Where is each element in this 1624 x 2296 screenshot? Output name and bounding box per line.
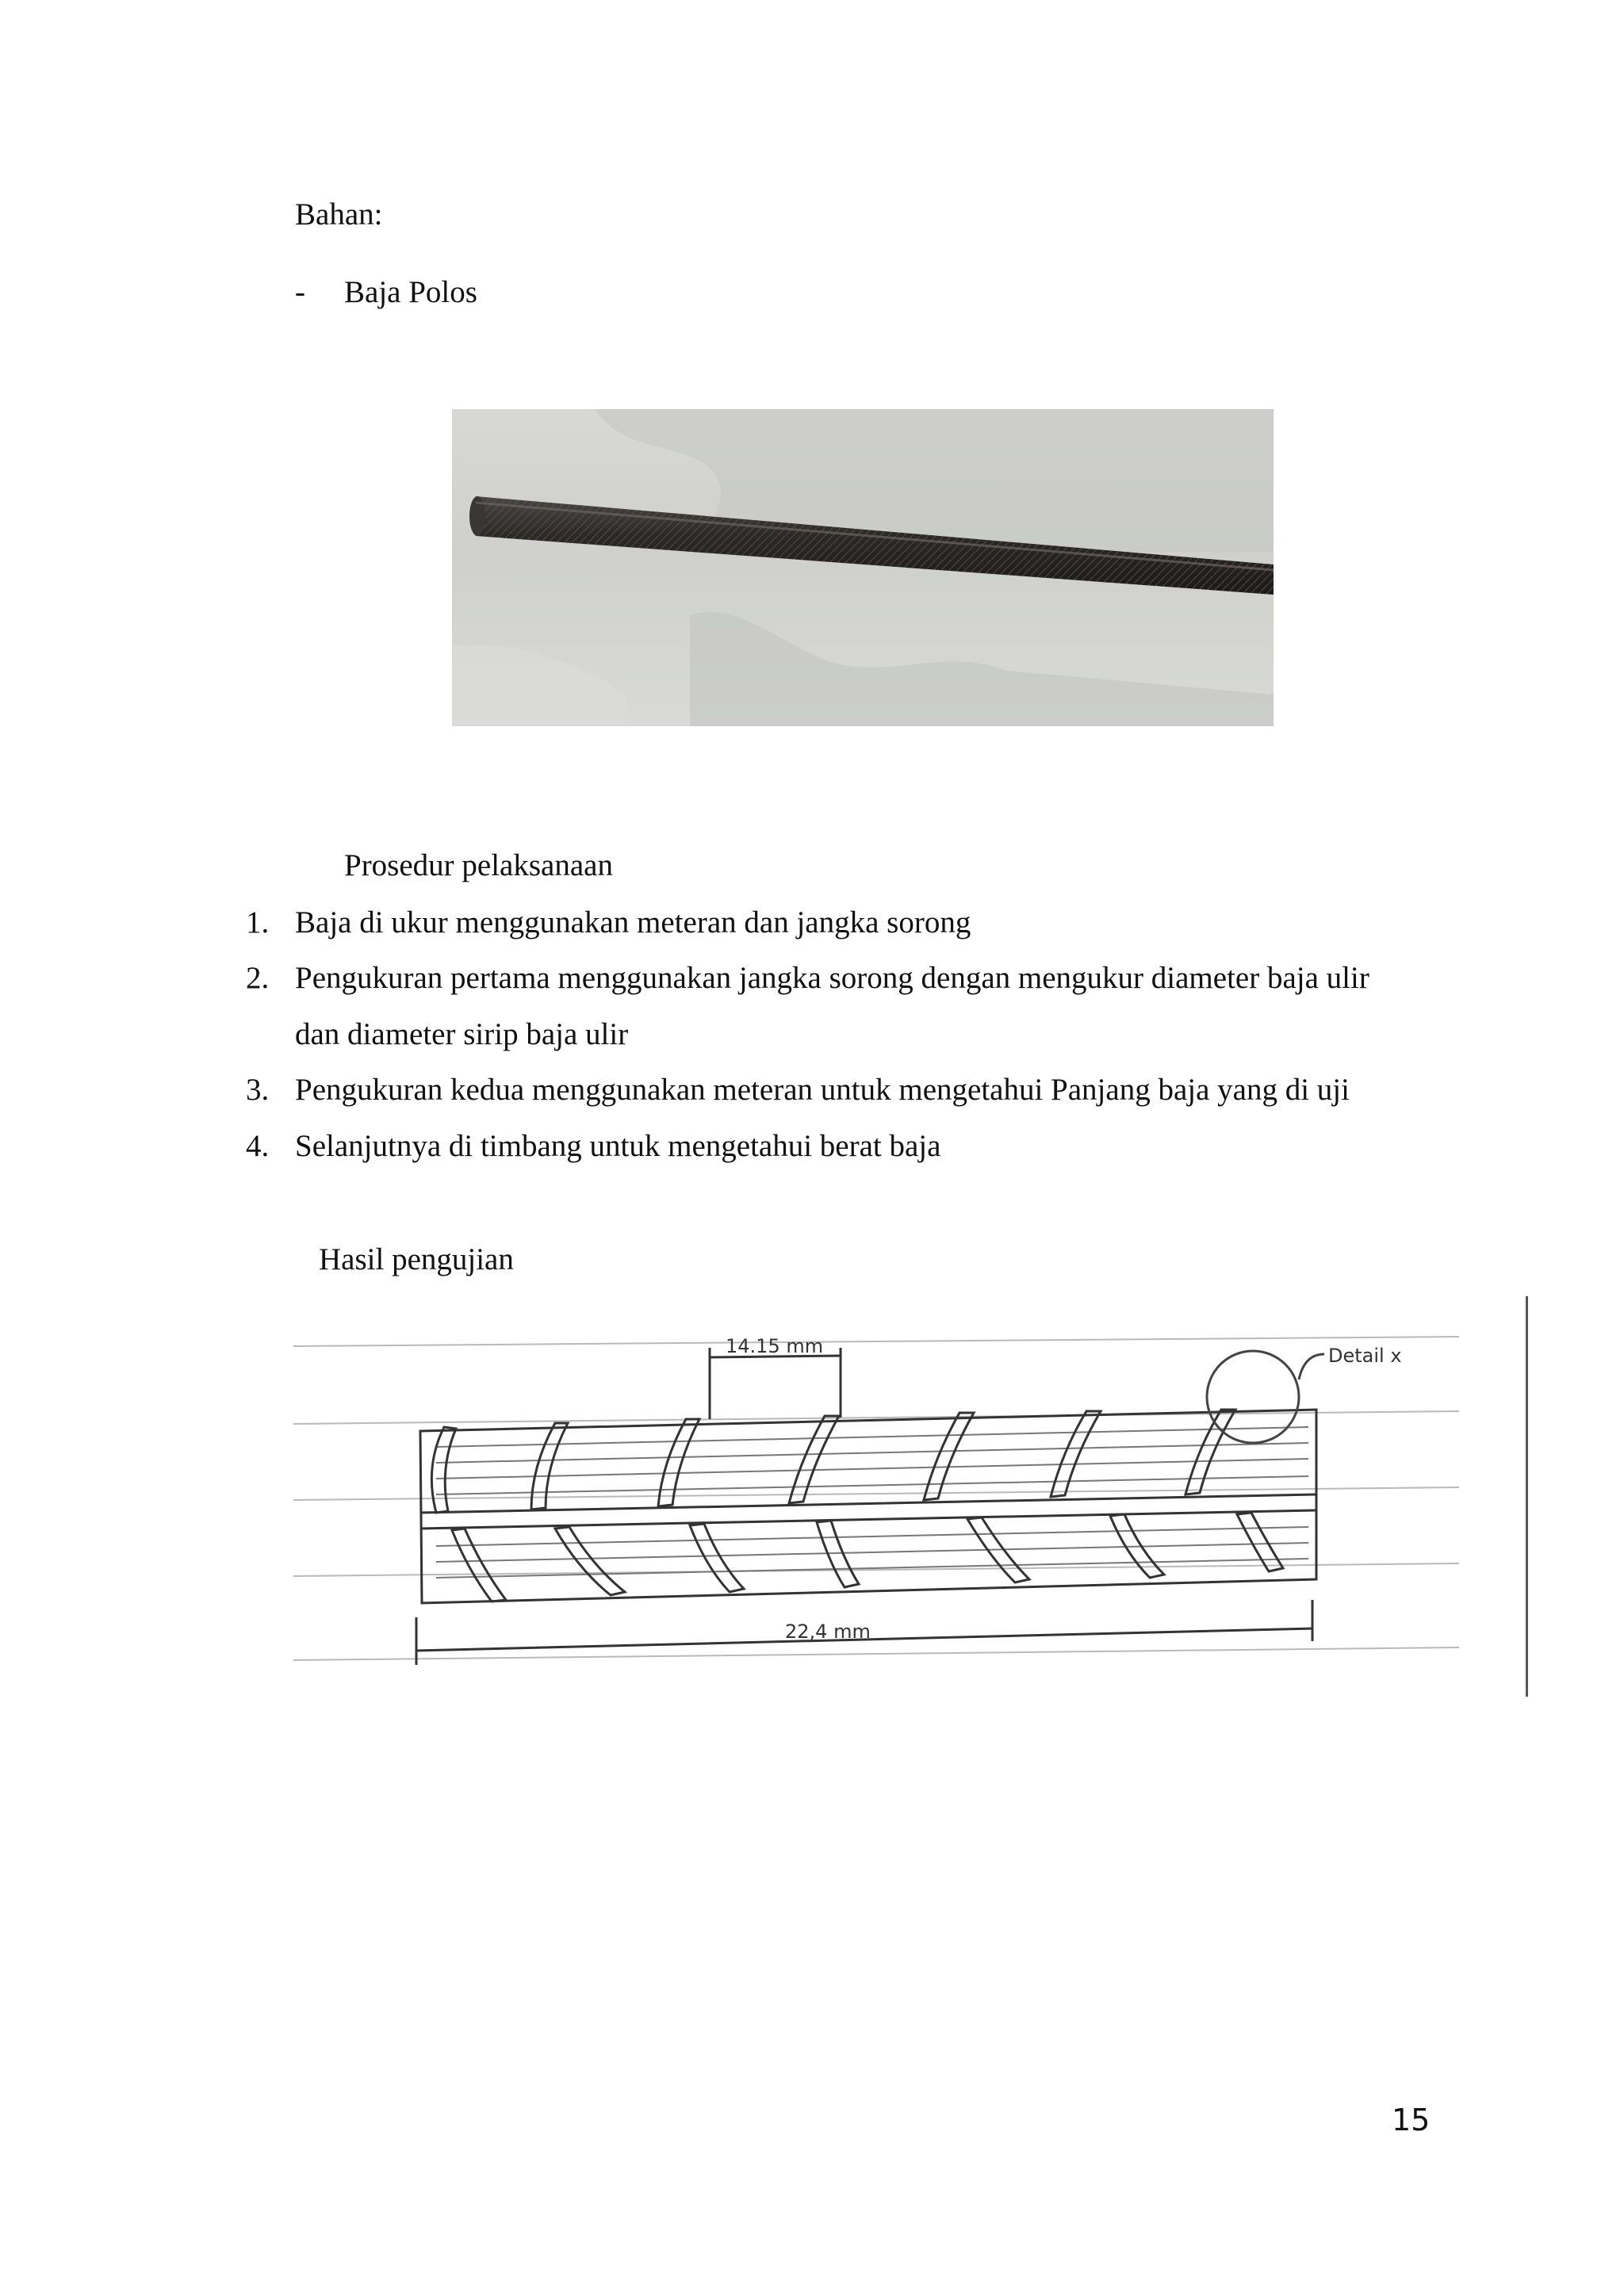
page-number: 15: [1392, 2103, 1431, 2137]
materials-bullet: -: [295, 275, 305, 309]
step-number: 1.: [246, 905, 270, 939]
detail-label: Detail x: [1328, 1345, 1402, 1367]
step-text-continued: dan diameter sirip baja ulir: [295, 1017, 629, 1051]
length-label: 22,4 mm: [785, 1621, 871, 1643]
deformed-rebar-sketch: [293, 1292, 1530, 1705]
step-number: 4.: [246, 1129, 270, 1163]
rib-spacing-label: 14.15 mm: [726, 1335, 824, 1357]
step-number: 2.: [246, 961, 270, 995]
step-text: Baja di ukur menggunakan meteran dan jangka sorong: [295, 905, 971, 939]
plain-steel-rod-photo: [452, 409, 1274, 726]
results-heading: Hasil pengujian: [319, 1242, 514, 1276]
sketch-edge-line: [1526, 1296, 1528, 1697]
step-text: Selanjutnya di timbang untuk mengetahui berat baja: [295, 1129, 941, 1163]
procedure-heading: Prosedur pelaksanaan: [344, 848, 613, 882]
rod-photo-graphic: [452, 409, 1274, 726]
materials-item-text: Baja Polos: [344, 275, 477, 309]
step-number: 3.: [246, 1073, 270, 1107]
rebar-sketch-graphic: [293, 1292, 1530, 1705]
step-text: Pengukuran pertama menggunakan jangka sorong dengan mengukur diameter baja ulir: [295, 961, 1369, 995]
step-text: Pengukuran kedua menggunakan meteran untuk mengetahui Panjang baja yang di uji: [295, 1073, 1350, 1107]
materials-heading: Bahan:: [295, 197, 383, 232]
